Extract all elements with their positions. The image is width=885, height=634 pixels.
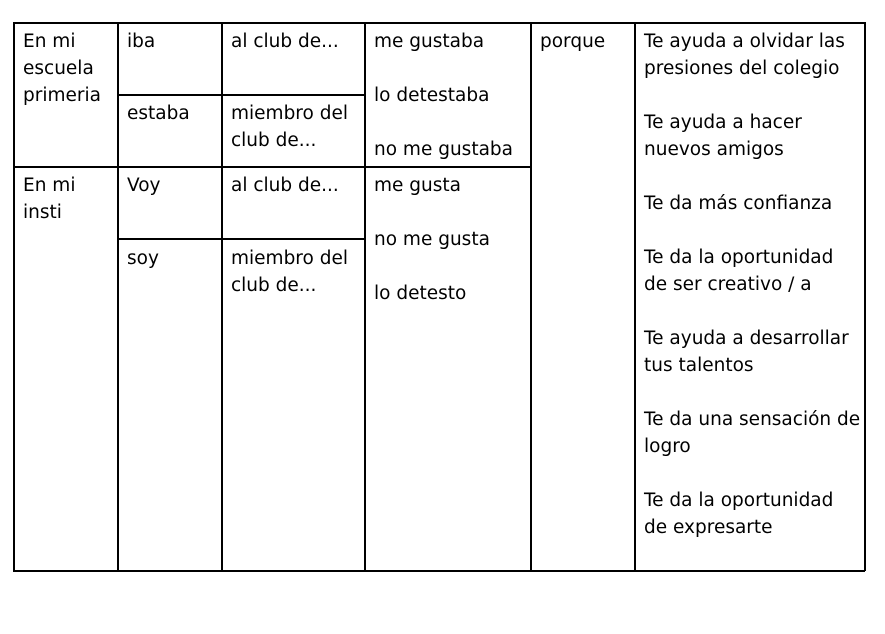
verb-cell: Voy [127, 175, 161, 196]
reason-item [644, 109, 860, 163]
reason-item [644, 28, 860, 82]
opinion-option: lo detestaba [374, 85, 490, 106]
opinion-cell [374, 28, 513, 190]
reason-text-line: nuevos amigos [644, 139, 784, 160]
column-divider [364, 22, 366, 571]
column-divider [117, 22, 119, 571]
reason-text-line: Te da la oportunidad [644, 247, 834, 268]
verb-cell: soy [127, 248, 159, 269]
reason-text-line: de expresarte [644, 517, 773, 538]
club-cell [231, 28, 339, 55]
opinion-option: me gusta [374, 175, 461, 196]
verb-cell: iba [127, 31, 156, 52]
verb-row-divider [117, 94, 365, 96]
place-text-line: primeria [23, 85, 101, 106]
reason-text-line: Te da la oportunidad [644, 490, 834, 511]
reason-item [644, 487, 860, 541]
reason-text-line: presiones del colegio [644, 58, 840, 79]
reason-text-line: Te da una sensación de [644, 409, 861, 430]
reason-item [644, 190, 860, 217]
column-divider [530, 22, 532, 571]
reason-text-line: Te da más confianza [644, 193, 833, 214]
verb-cell: estaba [127, 103, 190, 124]
club-text-line: miembro del [231, 248, 348, 269]
verb-row-divider [117, 238, 365, 240]
column-divider [221, 22, 223, 571]
opinion-cell [374, 172, 490, 334]
club-cell [231, 100, 348, 154]
table-border-bottom [13, 570, 865, 572]
reason-text-line: Te ayuda a desarrollar [644, 328, 849, 349]
opinion-option: no me gustaba [374, 139, 513, 160]
reason-item [644, 244, 860, 298]
reason-text-line: Te ayuda a olvidar las [644, 31, 845, 52]
club-text-line: club de... [231, 130, 317, 151]
club-text-line: al club de... [231, 175, 339, 196]
club-text-line: miembro del [231, 103, 348, 124]
place-cell [23, 28, 101, 109]
opinion-option: no me gusta [374, 229, 490, 250]
reason-text-line: Te ayuda a hacer [644, 112, 802, 133]
table-border-top [13, 22, 865, 24]
place-text-line: En mi [23, 31, 76, 52]
place-text-line: En mi [23, 175, 76, 196]
reason-text-line: de ser creativo / a [644, 274, 812, 295]
club-text-line: al club de... [231, 31, 339, 52]
connector-cell: porque [540, 31, 606, 52]
club-text-line: club de... [231, 275, 317, 296]
opinion-option: me gustaba [374, 31, 485, 52]
reason-item [644, 406, 860, 460]
table-border-left [13, 22, 15, 571]
opinion-option: lo detesto [374, 283, 467, 304]
sentence-builder-table [13, 22, 865, 571]
place-cell [23, 172, 75, 226]
reasons-cell [644, 28, 860, 568]
column-divider [634, 22, 636, 571]
place-text-line: escuela [23, 58, 94, 79]
reason-text-line: logro [644, 436, 691, 457]
reason-text-line: tus talentos [644, 355, 754, 376]
club-cell [231, 172, 339, 199]
place-text-line: insti [23, 202, 62, 223]
reason-item [644, 325, 860, 379]
club-cell [231, 245, 348, 299]
table-border-right [864, 22, 866, 571]
